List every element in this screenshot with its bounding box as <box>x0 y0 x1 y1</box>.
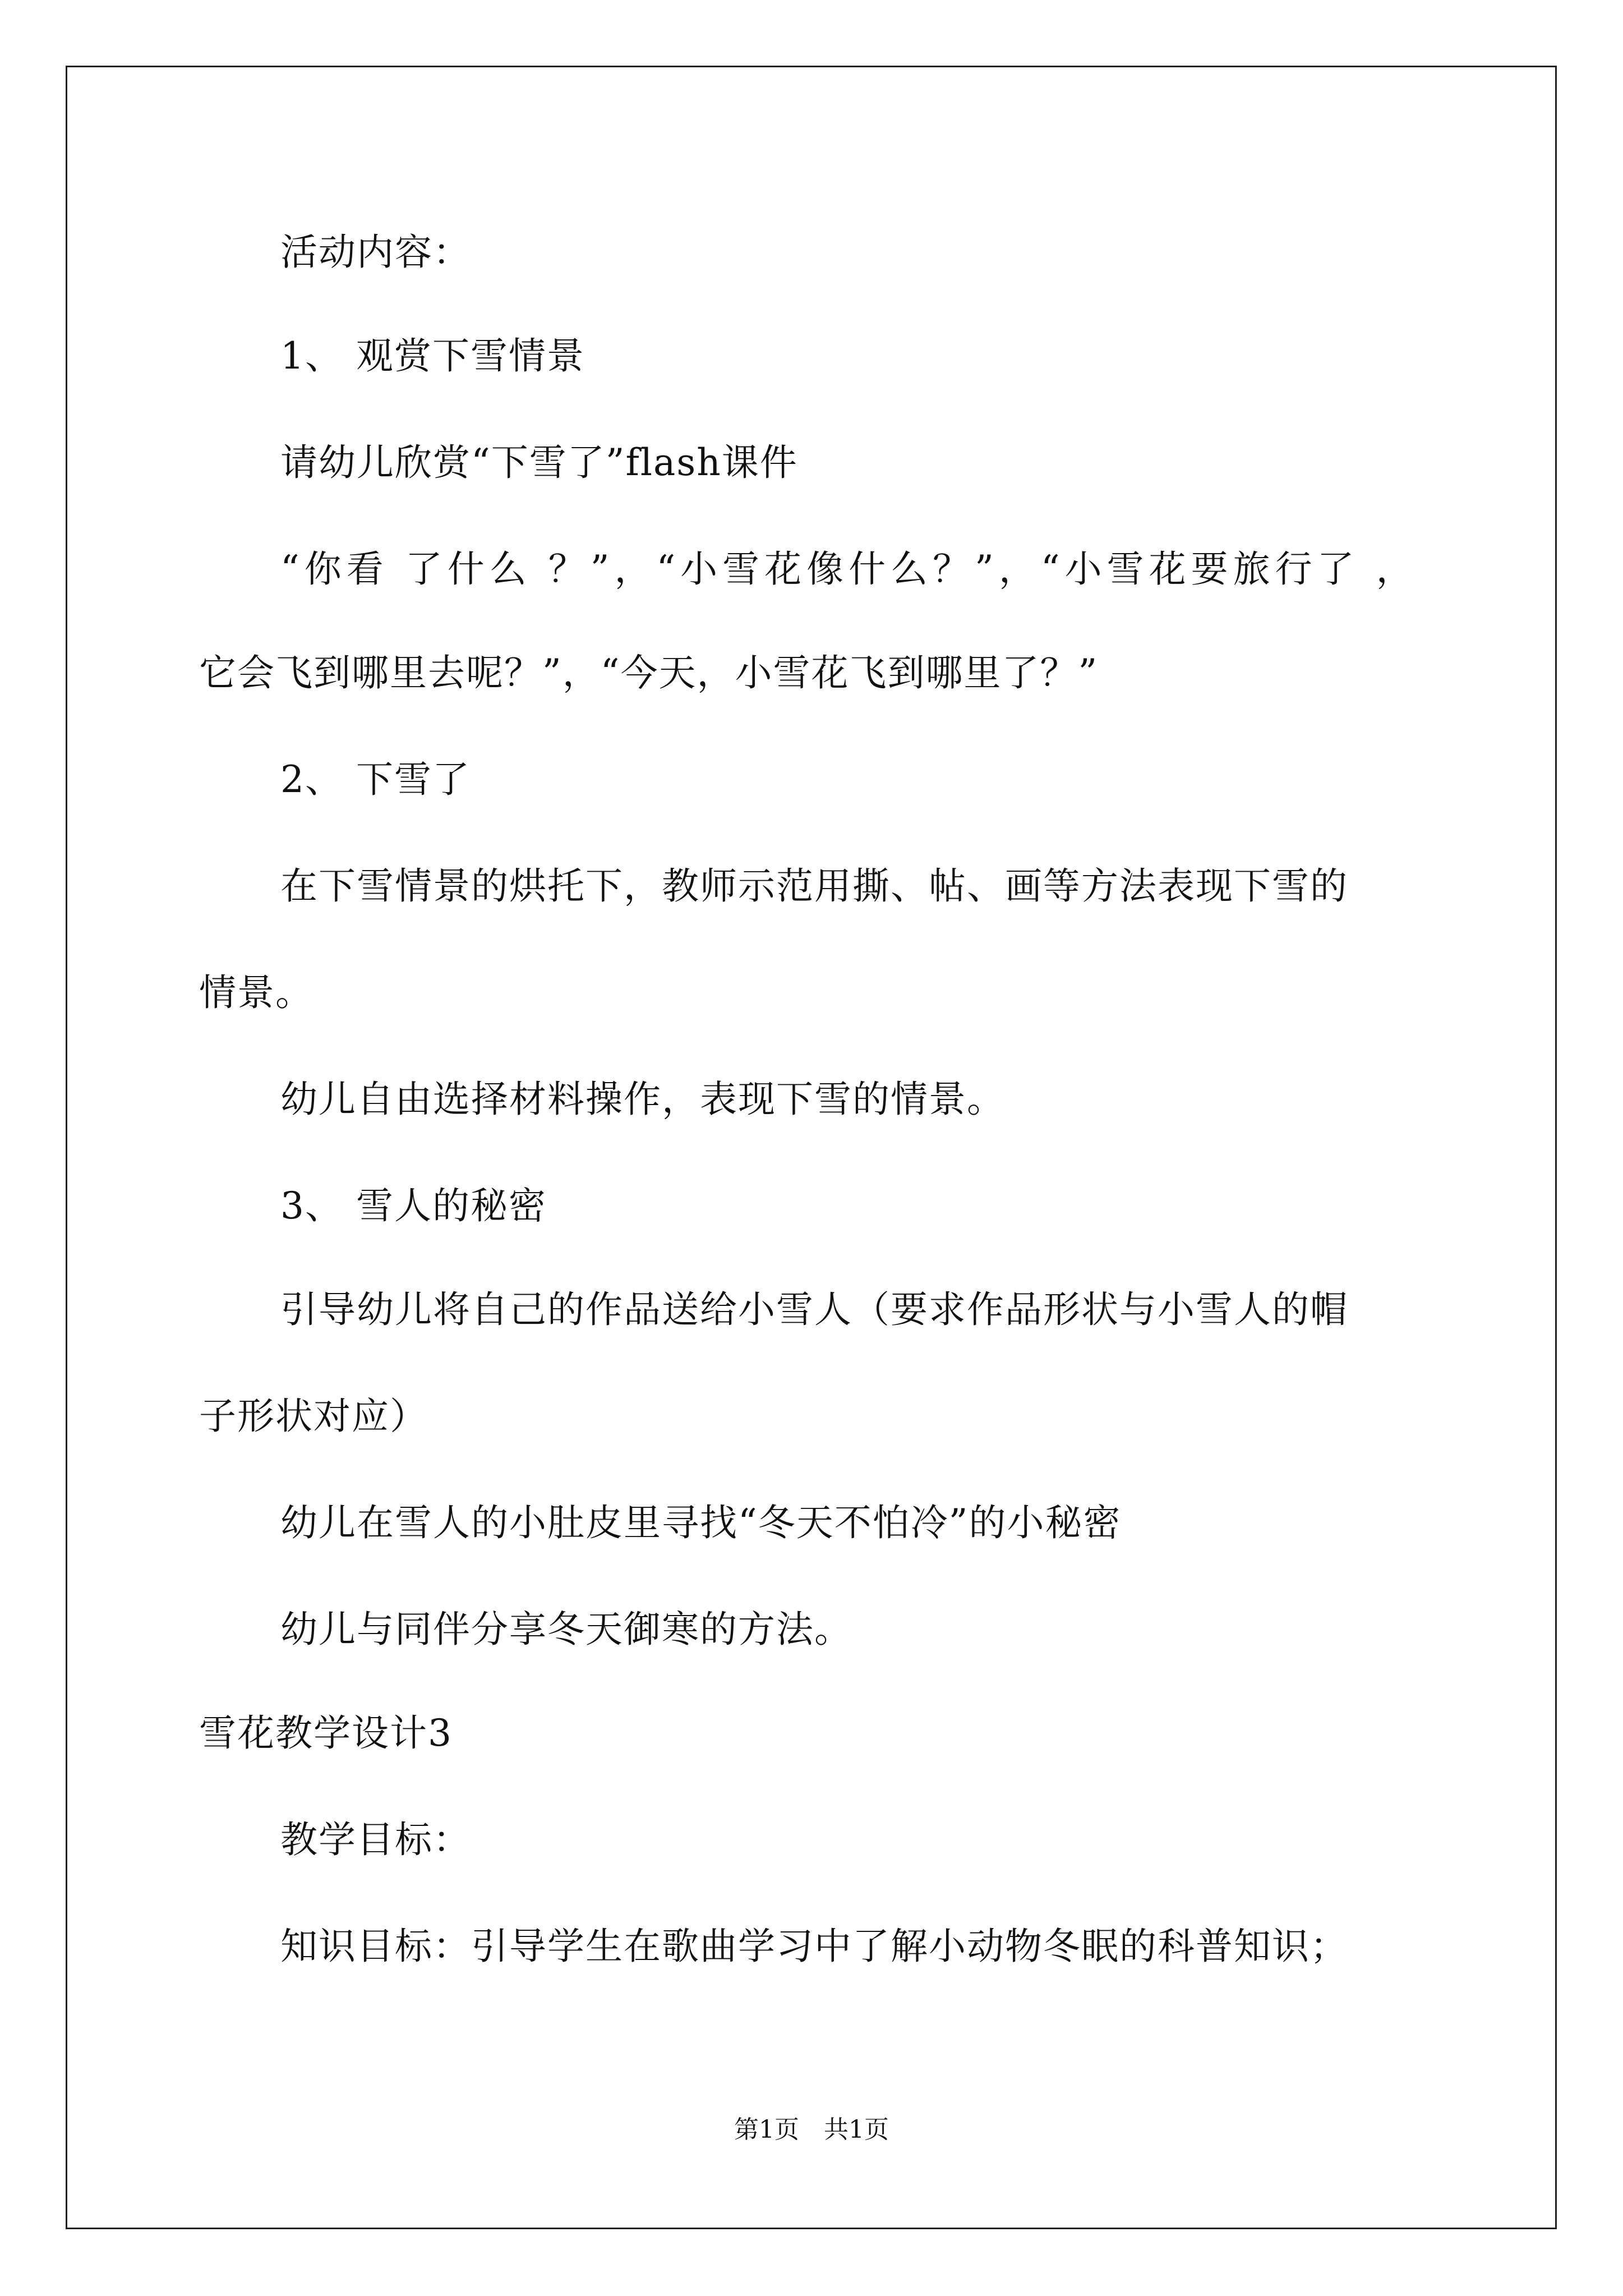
page-footer: 第1页 共1页 <box>734 2115 889 2144</box>
step-heading-1: 1、 观赏下雪情景 <box>280 334 585 378</box>
paragraph-line: 它会飞到哪里去呢？”，“今天，小雪花飞到哪里了？” <box>199 651 1099 694</box>
paragraph-line: “你看 了什么 ？”，“小雪花像什么？”，“小雪花要旅行了 ， <box>280 547 1418 591</box>
page-border <box>66 66 1557 2229</box>
paragraph-line: 情景。 <box>199 971 313 1014</box>
step-heading-2: 2、 下雪了 <box>280 758 471 801</box>
paragraph-line: 请幼儿欣赏“下雪了”flash课件 <box>280 441 798 484</box>
section-heading-teaching-goals: 教学目标： <box>280 1818 471 1861</box>
paragraph-line: 知识目标：引导学生在歌曲学习中了解小动物冬眠的科普知识； <box>280 1925 1348 1968</box>
paragraph-line: 幼儿在雪人的小肚皮里寻找“冬天不怕冷”的小秘密 <box>280 1501 1122 1544</box>
section-title-teaching-design-3: 雪花教学设计3 <box>199 1711 453 1755</box>
paragraph-line: 幼儿自由选择材料操作，表现下雪的情景。 <box>280 1078 1005 1121</box>
paragraph-line: 引导幼儿将自己的作品送给小雪人（要求作品形状与小雪人的帽 <box>280 1288 1348 1331</box>
paragraph-line: 幼儿与同伴分享冬天御寒的方法。 <box>280 1608 852 1651</box>
step-heading-3: 3、 雪人的秘密 <box>280 1184 547 1227</box>
paragraph-line: 子形状对应） <box>199 1395 428 1438</box>
section-heading-activity-content: 活动内容： <box>280 231 471 274</box>
paragraph-line: 在下雪情景的烘托下，教师示范用撕、帖、画等方法表现下雪的 <box>280 864 1348 908</box>
